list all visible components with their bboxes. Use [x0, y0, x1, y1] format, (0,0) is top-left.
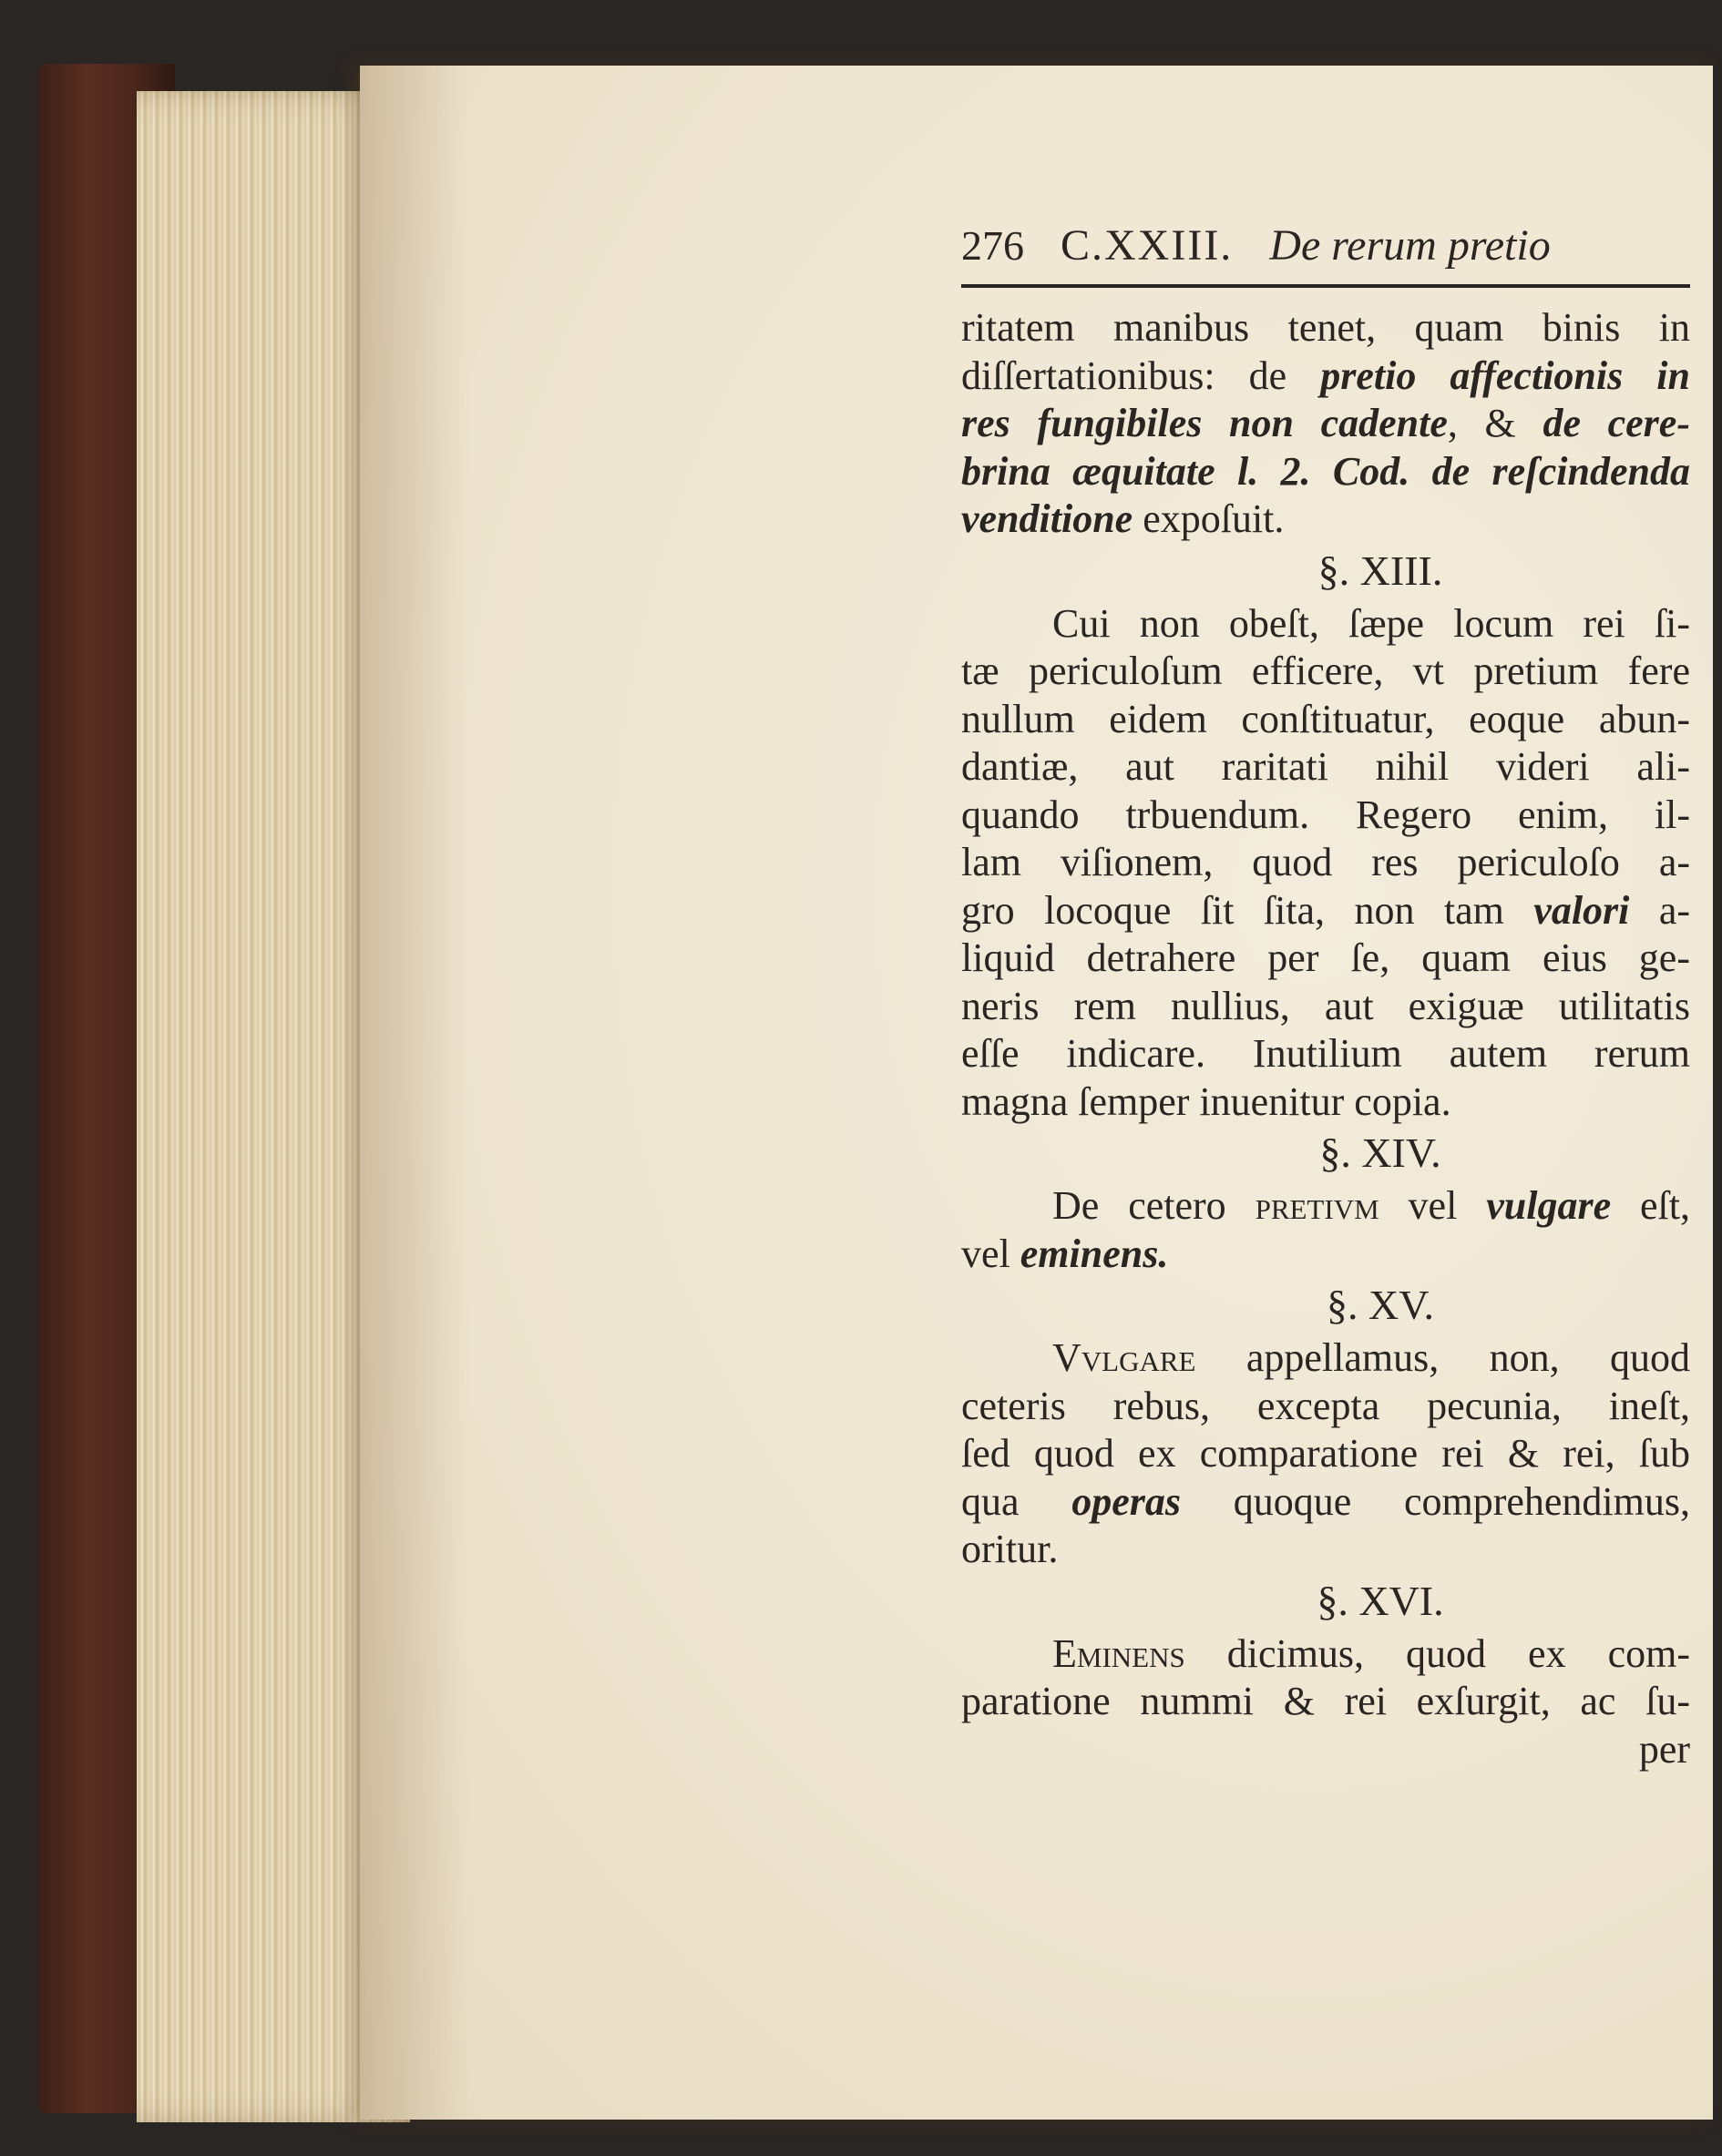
text-span: expoſuit. — [1133, 496, 1285, 541]
text-span: dicimus, quod ex com- — [1184, 1630, 1690, 1676]
page-gutter-shadow — [360, 66, 469, 2120]
text-line — [961, 353, 1690, 401]
chapter-title: De rerum pretio — [1269, 221, 1551, 270]
italic-span: vulgare — [1486, 1183, 1612, 1228]
italic-span: pretio affectionis in — [1320, 353, 1690, 398]
section-xiv-text — [961, 1182, 1690, 1278]
section-heading-xiii: §. XIII. — [1317, 547, 1443, 594]
text-span: a- — [1629, 887, 1691, 933]
text-line: lam viſionem, quod res periculoſo a- — [961, 840, 1690, 884]
italic-span: res fungibiles non cadente — [961, 401, 1448, 445]
text-line — [961, 1478, 1690, 1527]
text-line — [961, 1182, 1690, 1231]
text-line: Cui non obeſt, ſæpe locum rei ſi- — [1052, 600, 1690, 646]
section-heading-xiv: §. XIV. — [1319, 1129, 1441, 1176]
text-line: neris rem nullius, aut exiguæ utilitatis — [961, 983, 1690, 1028]
text-span: vel — [961, 1231, 1020, 1276]
text-line: oritur. — [961, 1527, 1059, 1571]
text-line: ceteris rebus, excepta pecunia, ineſt, — [961, 1383, 1690, 1428]
header-rule — [961, 284, 1690, 288]
small-caps-span: Eminens — [1052, 1630, 1185, 1676]
text-span: eſt, — [1611, 1183, 1690, 1228]
text-line: paratione nummi & rei exſurgit, ac ſu- — [961, 1679, 1690, 1723]
text-span: De cetero — [1052, 1183, 1256, 1228]
text-line — [961, 1231, 1690, 1279]
text-line — [961, 496, 1690, 544]
text-span: qua — [961, 1478, 1072, 1524]
italic-span: eminens. — [1020, 1231, 1169, 1276]
page-number: 276 — [961, 222, 1024, 269]
italic-span: operas — [1071, 1478, 1182, 1524]
section-xvi-text — [961, 1630, 1690, 1774]
text-line — [961, 1334, 1690, 1383]
text-span: appellamus, non, quod — [1195, 1335, 1690, 1380]
text-line: ſed quod ex comparatione rei & rei, ſub — [961, 1431, 1690, 1476]
text-span: , & — [1447, 401, 1543, 445]
text-line: eſſe indicare. Inutilium autem rerum — [961, 1031, 1690, 1076]
page-text — [961, 220, 1690, 1773]
text-line: magna ſemper inuenitur copia. — [961, 1078, 1451, 1124]
small-caps-span: pretivm — [1255, 1183, 1379, 1228]
text-span: vel — [1379, 1183, 1487, 1228]
text-line: dantiæ, aut raritati nihil videri ali- — [961, 744, 1690, 789]
text-line — [961, 887, 1690, 935]
text-span: diſſertationibus: de — [961, 353, 1287, 398]
text-line — [961, 400, 1690, 448]
running-header — [961, 220, 1690, 277]
section-heading-xvi: §. XVI. — [1317, 1577, 1444, 1624]
italic-span: valori — [1533, 887, 1630, 933]
text-line: tæ periculoſum efficere, vt pretium fere — [961, 649, 1690, 693]
paragraph-continued — [961, 304, 1690, 544]
section-heading-xv: §. XV. — [1326, 1282, 1434, 1328]
catchword: per — [1638, 1726, 1690, 1772]
text-span: quoque comprehendimus, — [1181, 1478, 1690, 1524]
italic-span: de cere- — [1543, 401, 1690, 445]
small-caps-span: Vvlgare — [1052, 1335, 1196, 1380]
chapter-number: C.XXIII. — [1061, 221, 1234, 270]
text-line: brina æquitate l. 2. Cod. de reſcindenda — [961, 448, 1690, 494]
section-xv-text — [961, 1334, 1690, 1574]
section-xiii-text — [961, 600, 1690, 1127]
text-line — [961, 1630, 1690, 1679]
text-line: quando trbuendum. Regero enim, il- — [961, 792, 1690, 837]
text-line: nullum eidem conſtituatur, eoque abun- — [961, 696, 1690, 741]
italic-span: venditione — [961, 496, 1133, 541]
text-line: liquid detrahere per ſe, quam eius ge- — [961, 935, 1690, 980]
text-span: gro locoque ſit ſita, non tam — [961, 887, 1534, 933]
text-line: ritatem manibus tenet, quam binis in — [961, 305, 1690, 350]
